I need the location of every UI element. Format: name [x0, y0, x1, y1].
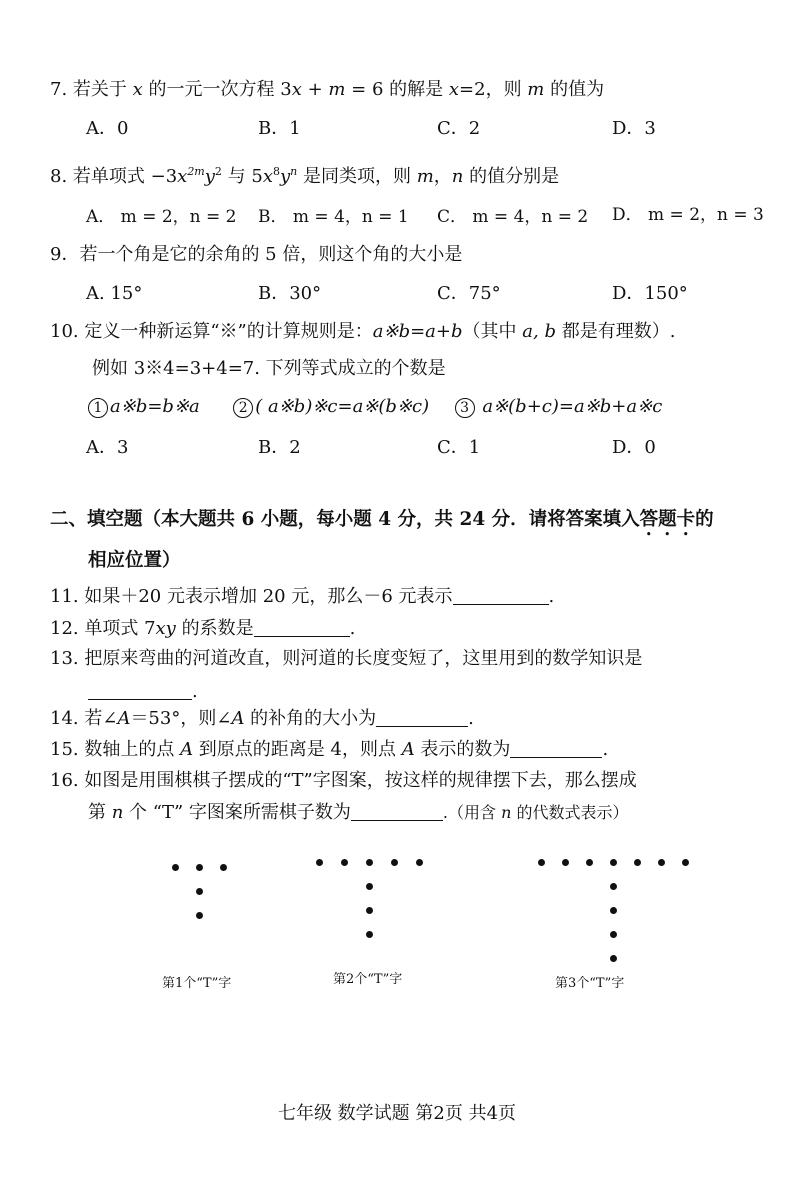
answer-blank[interactable] — [88, 681, 192, 700]
stone-dot — [416, 859, 423, 866]
question-16: 16. 如图是用围棋棋子摆成的“T”字图案，按这样的规律摆下去，那么摆成 — [50, 770, 637, 791]
circled-number-3: 3 — [455, 398, 475, 418]
stone-dot — [196, 912, 203, 919]
stone-dot — [538, 859, 545, 866]
figure-caption-2: 第2个“T”字 — [333, 972, 403, 987]
stone-dot — [196, 888, 203, 895]
question-13-blank-line: . — [88, 680, 198, 704]
q9-option-c: C．75° — [437, 283, 501, 304]
section-2-heading-line2: 相应位置） — [88, 550, 181, 571]
stone-dot — [220, 864, 227, 871]
circled-number-2: 2 — [233, 398, 253, 418]
q7-option-a: A．0 — [86, 118, 129, 139]
question-15: 15. 数轴上的点 A 到原点的距离是 4，则点 A 表示的数为 . — [50, 739, 609, 760]
q10-option-d: D．0 — [612, 437, 656, 458]
answer-blank[interactable] — [376, 708, 468, 727]
stone-dot — [634, 859, 641, 866]
stone-dot — [366, 859, 373, 866]
q10-option-b: B．2 — [258, 437, 301, 458]
answer-blank[interactable] — [510, 739, 602, 758]
question-12: 12. 单项式 7xy 的系数是 . — [50, 618, 356, 639]
q7-option-b: B．1 — [258, 118, 301, 139]
q10-option-c: C．1 — [437, 437, 481, 458]
stone-dot — [682, 859, 689, 866]
stone-dot — [172, 864, 179, 871]
stone-dot — [366, 883, 373, 890]
stone-dot — [610, 883, 617, 890]
stone-dot — [610, 859, 617, 866]
stone-dot — [391, 859, 398, 866]
stone-dot — [366, 907, 373, 914]
stone-dot — [658, 859, 665, 866]
stone-dot — [196, 864, 203, 871]
figure-caption-1: 第1个“T”字 — [162, 976, 232, 991]
stone-dot — [316, 859, 323, 866]
question-10-example: 例如 3※4=3+4=7. 下列等式成立的个数是 — [92, 358, 446, 379]
q10-option-a: A．3 — [86, 437, 129, 458]
q8-option-a: A． m = 2，n = 2 — [86, 207, 237, 227]
question-16-line2: 第 n 个 “T” 字图案所需棋子数为 .（用含 n 的代数式表示） — [88, 802, 629, 823]
q8-option-d: D． m = 2，n = 3 — [612, 205, 764, 225]
stone-dot — [586, 859, 593, 866]
q7-option-d: D．3 — [612, 118, 656, 139]
question-10: 10. 定义一种新运算“※”的计算规则是：a※b=a+b（其中 a, b 都是有理数）. — [50, 321, 676, 342]
stone-dot — [562, 859, 569, 866]
stone-dot — [366, 931, 373, 938]
answer-blank[interactable] — [453, 586, 549, 605]
question-8: 8. 若单项式 $-3x^{2m}y^2$ 与 $5x^8y^n$ 是同类项，则 m，n 的值分别是 — [50, 165, 560, 187]
circled-number-1: 1 — [88, 398, 108, 418]
figure-caption-3: 第3个“T”字 — [555, 976, 625, 991]
stone-dot — [341, 859, 348, 866]
stone-dot — [610, 907, 617, 914]
question-13: 13. 把原来弯曲的河道改直，则河道的长度变短了，这里用到的数学知识是 — [50, 648, 643, 669]
q9-option-a: A. 15° — [86, 283, 143, 304]
q7-option-c: C．2 — [437, 118, 481, 139]
q8-option-c: C． m = 4，n = 2 — [437, 207, 589, 227]
question-7: 7. 若关于 x 的一元一次方程 3x + m = 6 的解是 x=2，则 m 的值为 — [50, 79, 605, 100]
question-10-statements: 1 a※b=b※a 2 ( a※b)※c=a※(b※c) 3 a※(b+c)=a※b+a※c — [88, 395, 662, 419]
question-14: 14. 若∠A＝53°，则∠A 的补角的大小为 . — [50, 708, 474, 729]
page-footer: 七年级 数学试题 第2页 共4页 — [277, 1103, 517, 1124]
q9-option-d: D．150° — [612, 283, 688, 304]
question-9: 9．若一个角是它的余角的 5 倍，则这个角的大小是 — [50, 244, 463, 265]
stone-dot — [610, 931, 617, 938]
section-2-heading: 二、填空题（本大题共 6 小题，每小题 4 分，共 24 分．请将答案填入答题卡的 — [50, 509, 714, 530]
q9-option-b: B．30° — [258, 283, 322, 304]
answer-blank[interactable] — [351, 802, 443, 821]
question-11: 11. 如果＋20 元表示增加 20 元，那么－6 元表示 . — [50, 586, 555, 607]
stone-dot — [610, 955, 617, 962]
answer-blank[interactable] — [254, 618, 350, 637]
q8-option-b: B． m = 4，n = 1 — [258, 207, 409, 227]
